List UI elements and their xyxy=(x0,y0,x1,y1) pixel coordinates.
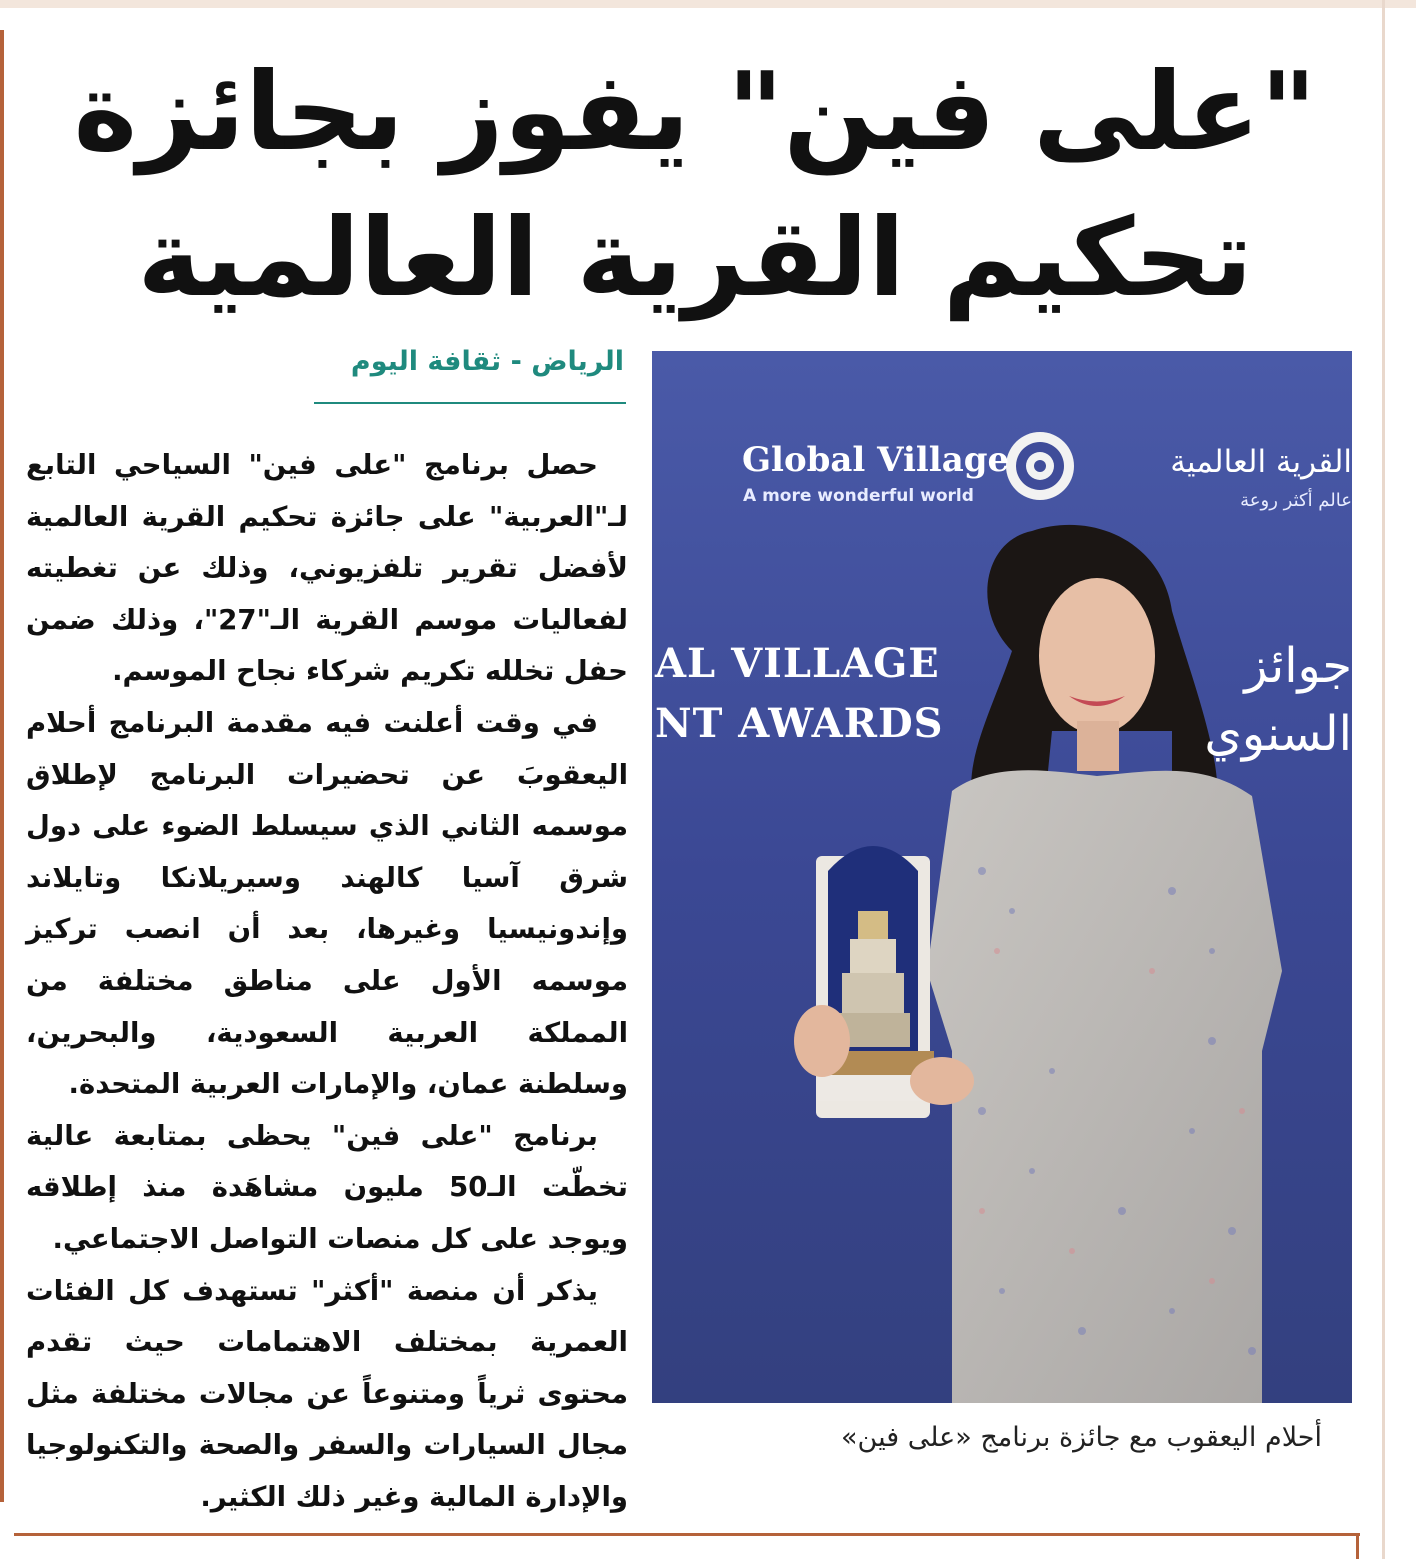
headline-line-2: تحكيم القرية العالمية xyxy=(137,196,1253,321)
frame-bottom-rule xyxy=(14,1533,1360,1536)
tagline-ar: عالم أكثر روعة xyxy=(1240,490,1352,511)
article-paragraph: في وقت أعلنت فيه مقدمة البرنامج أحلام اليعقوبَ عن تحضيرات البرنامج لإطلاق موسمه الثاني الذي سيسلط الضوء على دول شرق آسيا كالهند وسيريلانكا وتايلاند وإندونيسيا وغيرها، بعد أن انصب تركيز موسمه الأول على مناطق مختلفة من المملكة العربية السعودية، والبحرين، وسلطنة عمان، والإمارات العربية المتحدة. xyxy=(26,706,628,1101)
photo-caption: أحلام اليعقوب مع جائزة برنامج «على فين» xyxy=(841,1422,1322,1453)
brand-ar: القرية العالمية xyxy=(1170,444,1352,480)
frame-left-rule xyxy=(0,30,4,1502)
article-paragraph: يذكر أن منصة "أكثر" تستهدف كل الفئات العمرية بمختلف الاهتمامات حيث تقدم محتوى ثرياً ومتنوعاً عن مجالات مختلفة مثل مجال السيارات والسفر والصحة والتكنولوجيا والإدارة المالية وغير ذلك الكثير. xyxy=(26,1274,628,1513)
headline-line-1: "على فين" يفوز بجائزة xyxy=(73,50,1317,175)
awards-line-2: NT AWARDS xyxy=(655,700,944,747)
frame-right-rule xyxy=(1382,0,1385,1559)
brand-en: Global Village xyxy=(742,440,1010,480)
awards-line-1: AL VILLAGE xyxy=(655,640,940,687)
frame-corner-rule xyxy=(1356,1533,1359,1559)
article-paragraph: حصل برنامج "على فين" السياحي التابع لـ"العربية" على جائزة تحكيم القرية العالمية لأفضل تقرير تلفزيوني، وذلك عن تغطيته لفعاليات موسم القرية الـ"27"، وذلك ضمن حفل تخلله تكريم شركاء نجاح الموسم. xyxy=(26,449,628,688)
article-body xyxy=(26,440,628,1523)
article-photo xyxy=(652,351,1352,1403)
awards-ar: جوائز السنوي xyxy=(1204,638,1352,762)
byline-rule xyxy=(314,402,626,404)
globe-logo-icon xyxy=(1006,432,1074,500)
tagline-en: A more wonderful world xyxy=(743,486,974,506)
article-paragraph: برنامج "على فين" يحظى بمتابعة عالية تخطّت الـ50 مليون مشاهَدة منذ إطلاقه ويوجد على كل منصات التواصل الاجتماعي. xyxy=(26,1119,628,1255)
top-band xyxy=(0,0,1416,8)
byline: الرياض - ثقافة اليوم xyxy=(350,346,624,377)
headline xyxy=(40,40,1350,332)
